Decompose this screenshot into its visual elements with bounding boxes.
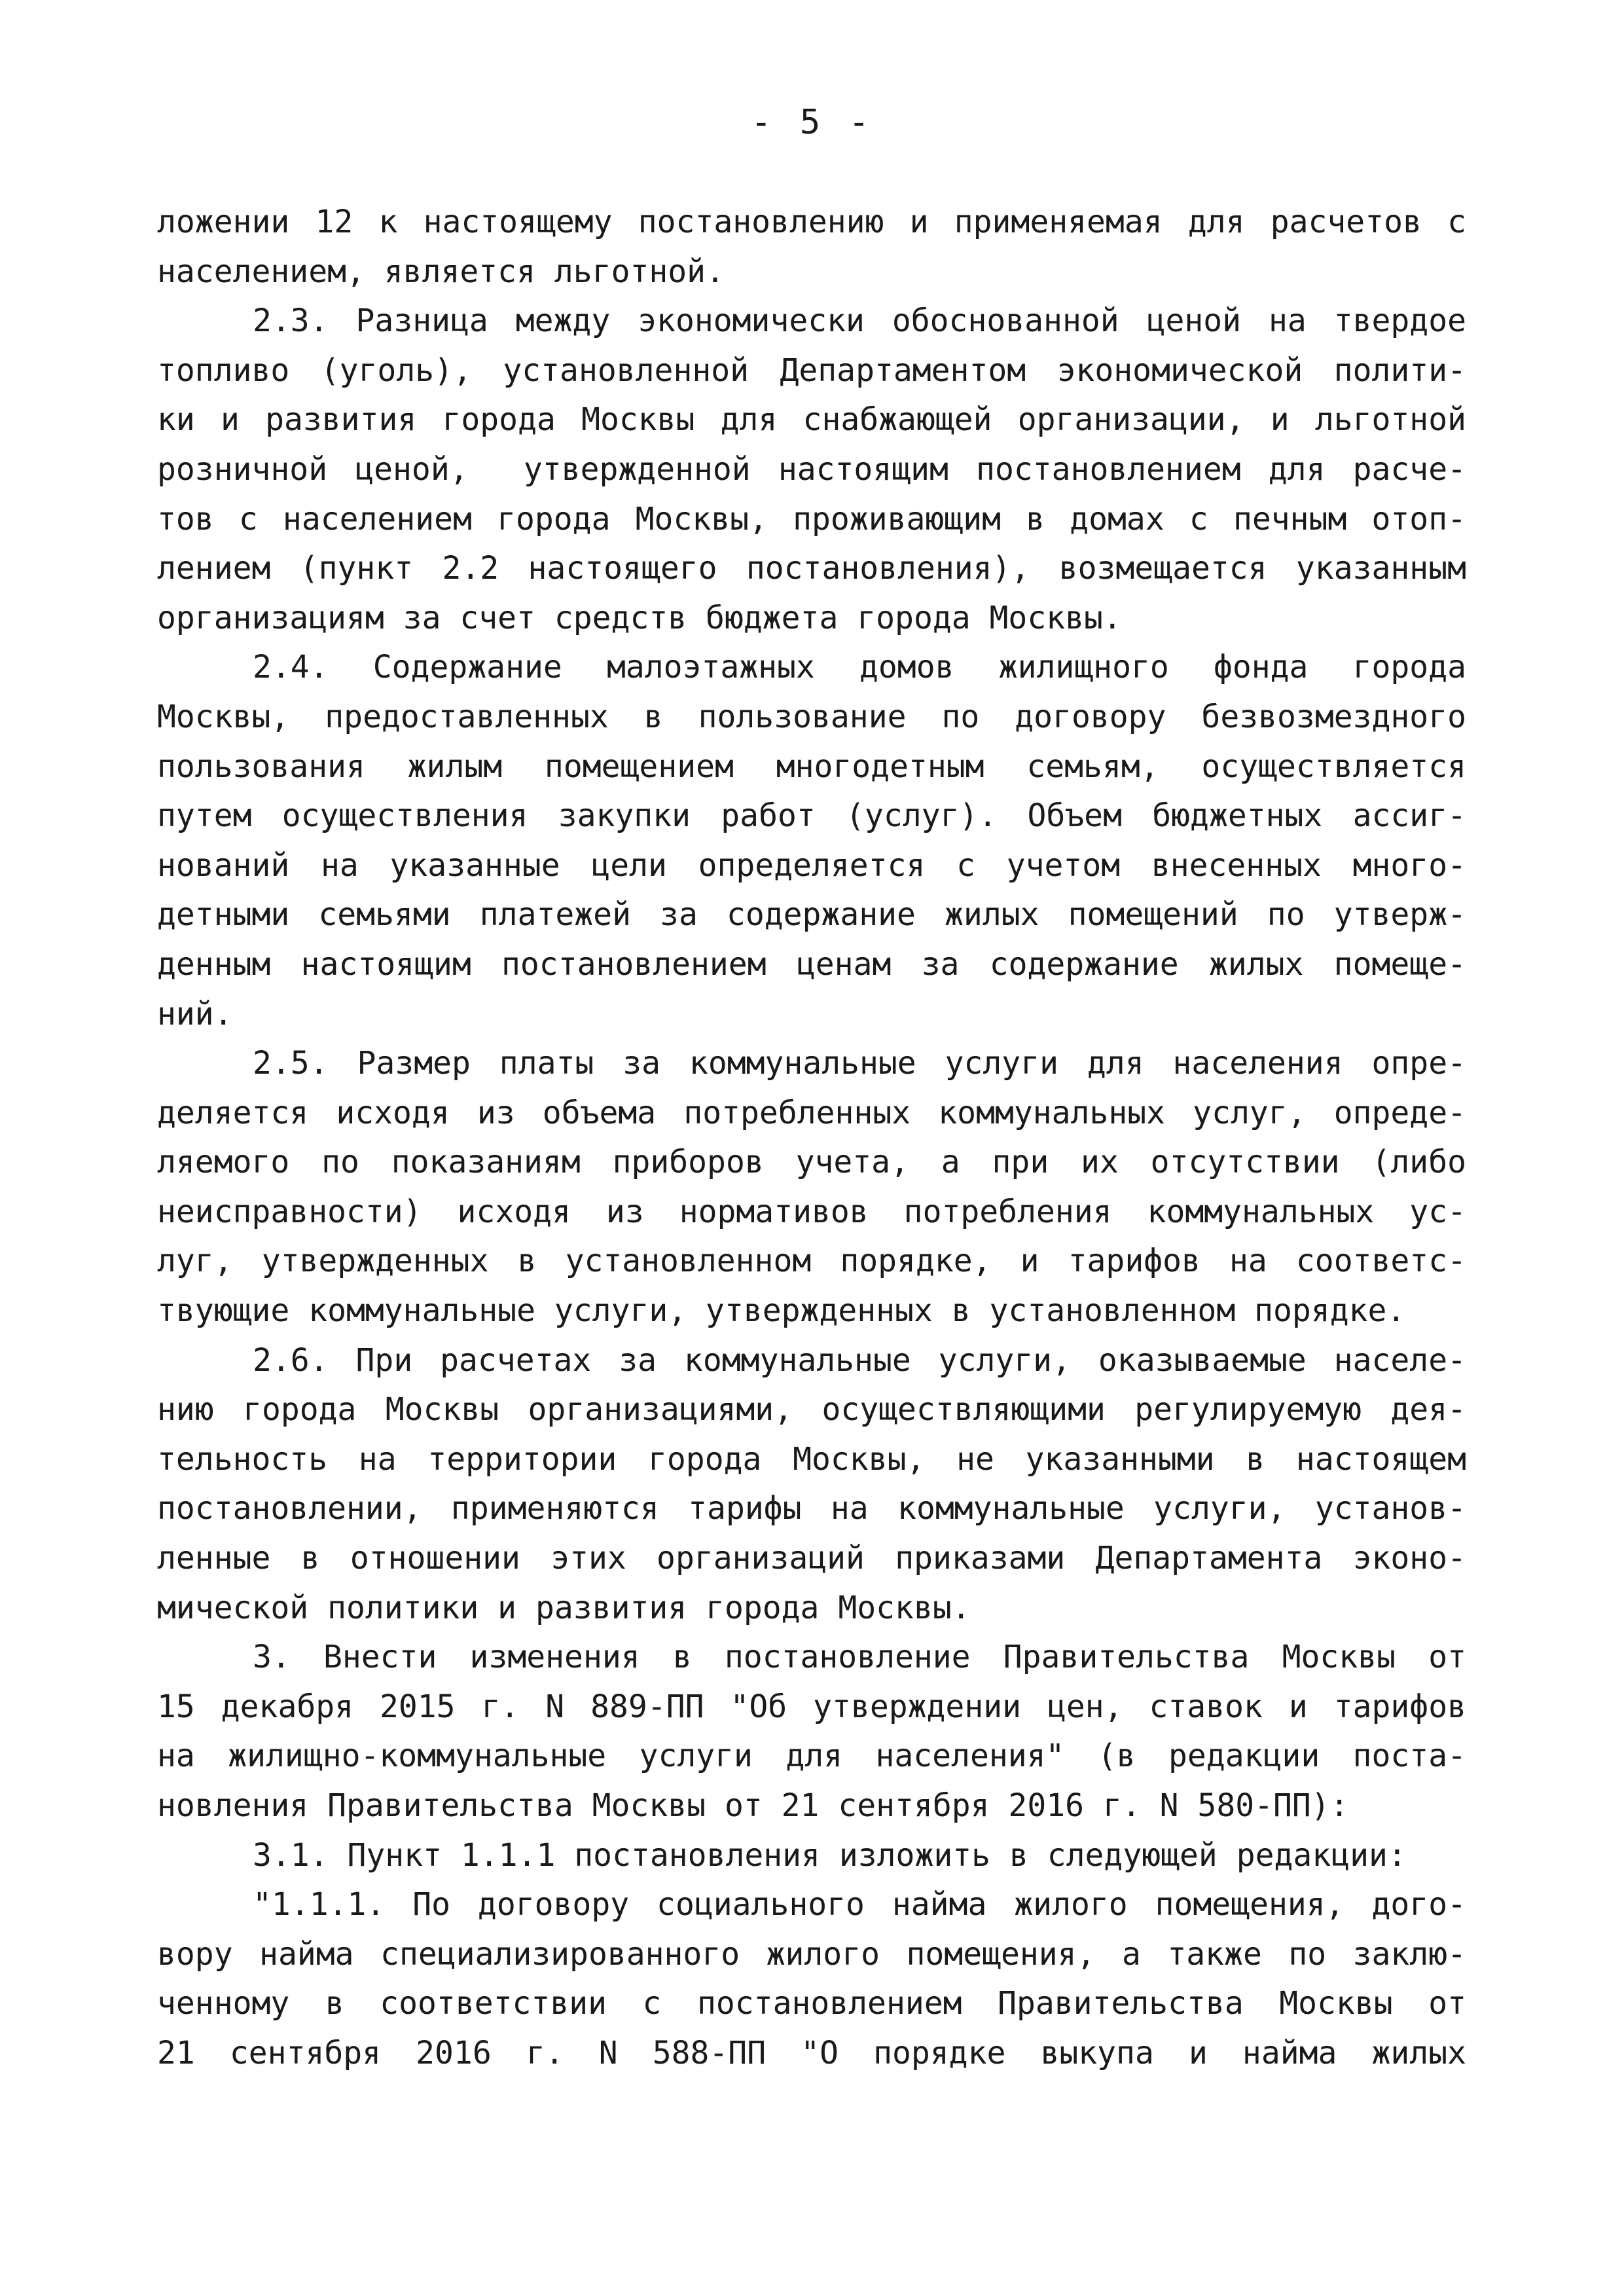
text-line: ляемого по показаниям приборов учета, а при их отсутствии (либо	[157, 1144, 1466, 1181]
text-line: пользования жилым помещением многодетным семьям, осуществляется	[157, 748, 1466, 785]
paragraph-3-start: 3. Внести изменения в постановление Правительства Москвы от	[253, 1639, 1466, 1676]
text-line: деляется исходя из объема потребленных коммунальных услуг, опреде-	[157, 1094, 1466, 1131]
text-line: тов с населением города Москвы, проживающим в домах с печным отоп-	[157, 500, 1466, 538]
text-line: тельность на территории города Москвы, не указанными в настоящем	[157, 1440, 1466, 1478]
text-line: нований на указанные цели определяется с учетом внесенных много-	[157, 847, 1466, 884]
text-line: неисправности) исходя из нормативов потребления коммунальных ус-	[157, 1193, 1466, 1230]
text-line: луг, утвержденных в установленном порядке, и тарифов на соответс-	[157, 1243, 1466, 1280]
text-line: 21 сентября 2016 г. N 588-ПП "О порядке выкупа и найма жилых	[157, 2034, 1466, 2071]
text-line: мической политики и развития города Москвы.	[157, 1589, 971, 1626]
text-line: ченному в соответствии с постановлением Правительства Москвы от	[157, 1985, 1466, 2022]
paragraph-3-1-start: 3.1. Пункт 1.1.1 постановления изложить в следующей редакции:	[253, 1836, 1407, 1874]
text-line: ний.	[157, 995, 233, 1032]
body-text	[157, 198, 1466, 2079]
text-line: Москвы, предоставленных в пользование по договору безвозмездного	[157, 698, 1466, 735]
paragraph-2-5-start: 2.5. Размер платы за коммунальные услуги для населения опре-	[253, 1045, 1466, 1082]
text-line: населением, является льготной.	[157, 253, 725, 290]
text-line: денным настоящим постановлением ценам за содержание жилых помеще-	[157, 945, 1466, 983]
text-line: вору найма специализированного жилого помещения, а также по заклю-	[157, 1935, 1466, 1973]
text-line: ленные в отношении этих организаций приказами Департамента эконо-	[157, 1540, 1466, 1577]
text-line: детными семьями платежей за содержание жилых помещений по утверж-	[157, 896, 1466, 934]
text-line: путем осуществления закупки работ (услуг). Объем бюджетных ассиг-	[157, 797, 1466, 835]
text-line: лением (пункт 2.2 настоящего постановления), возмещается указанным	[157, 550, 1466, 587]
text-line: твующие коммунальные услуги, утвержденных в установленном порядке.	[157, 1292, 1406, 1330]
paragraph-1-1-1-start: "1.1.1. По договору социального найма жилого помещения, дого-	[253, 1886, 1466, 1923]
paragraph-2-6-start: 2.6. При расчетах за коммунальные услуги, оказываемые населе-	[253, 1341, 1466, 1379]
text-line: 15 декабря 2015 г. N 889-ПП "Об утверждении цен, ставок и тарифов	[157, 1688, 1466, 1725]
text-line: нию города Москвы организациями, осуществляющими регулируемую дея-	[157, 1391, 1466, 1429]
text-line: на жилищно-коммунальные услуги для населения" (в редакции поста-	[157, 1738, 1466, 1775]
text-line: новления Правительства Москвы от 21 сентября 2016 г. N 580-ПП):	[157, 1787, 1349, 1824]
text-line: ки и развития города Москвы для снабжающей организации, и льготной	[157, 401, 1466, 439]
text-line: розничной ценой, утвержденной настоящим постановлением для расче-	[157, 450, 1466, 488]
paragraph-2-4-start: 2.4. Содержание малоэтажных домов жилищного фонда города	[253, 649, 1466, 686]
text-line: организациям за счет средств бюджета города Москвы.	[157, 599, 1122, 636]
text-line: ложении 12 к настоящему постановлению и применяемая для расчетов с	[157, 204, 1466, 240]
page-number: - 5 -	[751, 103, 873, 142]
text-line: топливо (уголь), установленной Департаментом экономической полити-	[157, 352, 1466, 389]
paragraph-2-3-start: 2.3. Разница между экономически обоснованной ценой на твердое	[253, 302, 1466, 340]
text-line: постановлении, применяются тарифы на коммунальные услуги, установ-	[157, 1490, 1466, 1527]
